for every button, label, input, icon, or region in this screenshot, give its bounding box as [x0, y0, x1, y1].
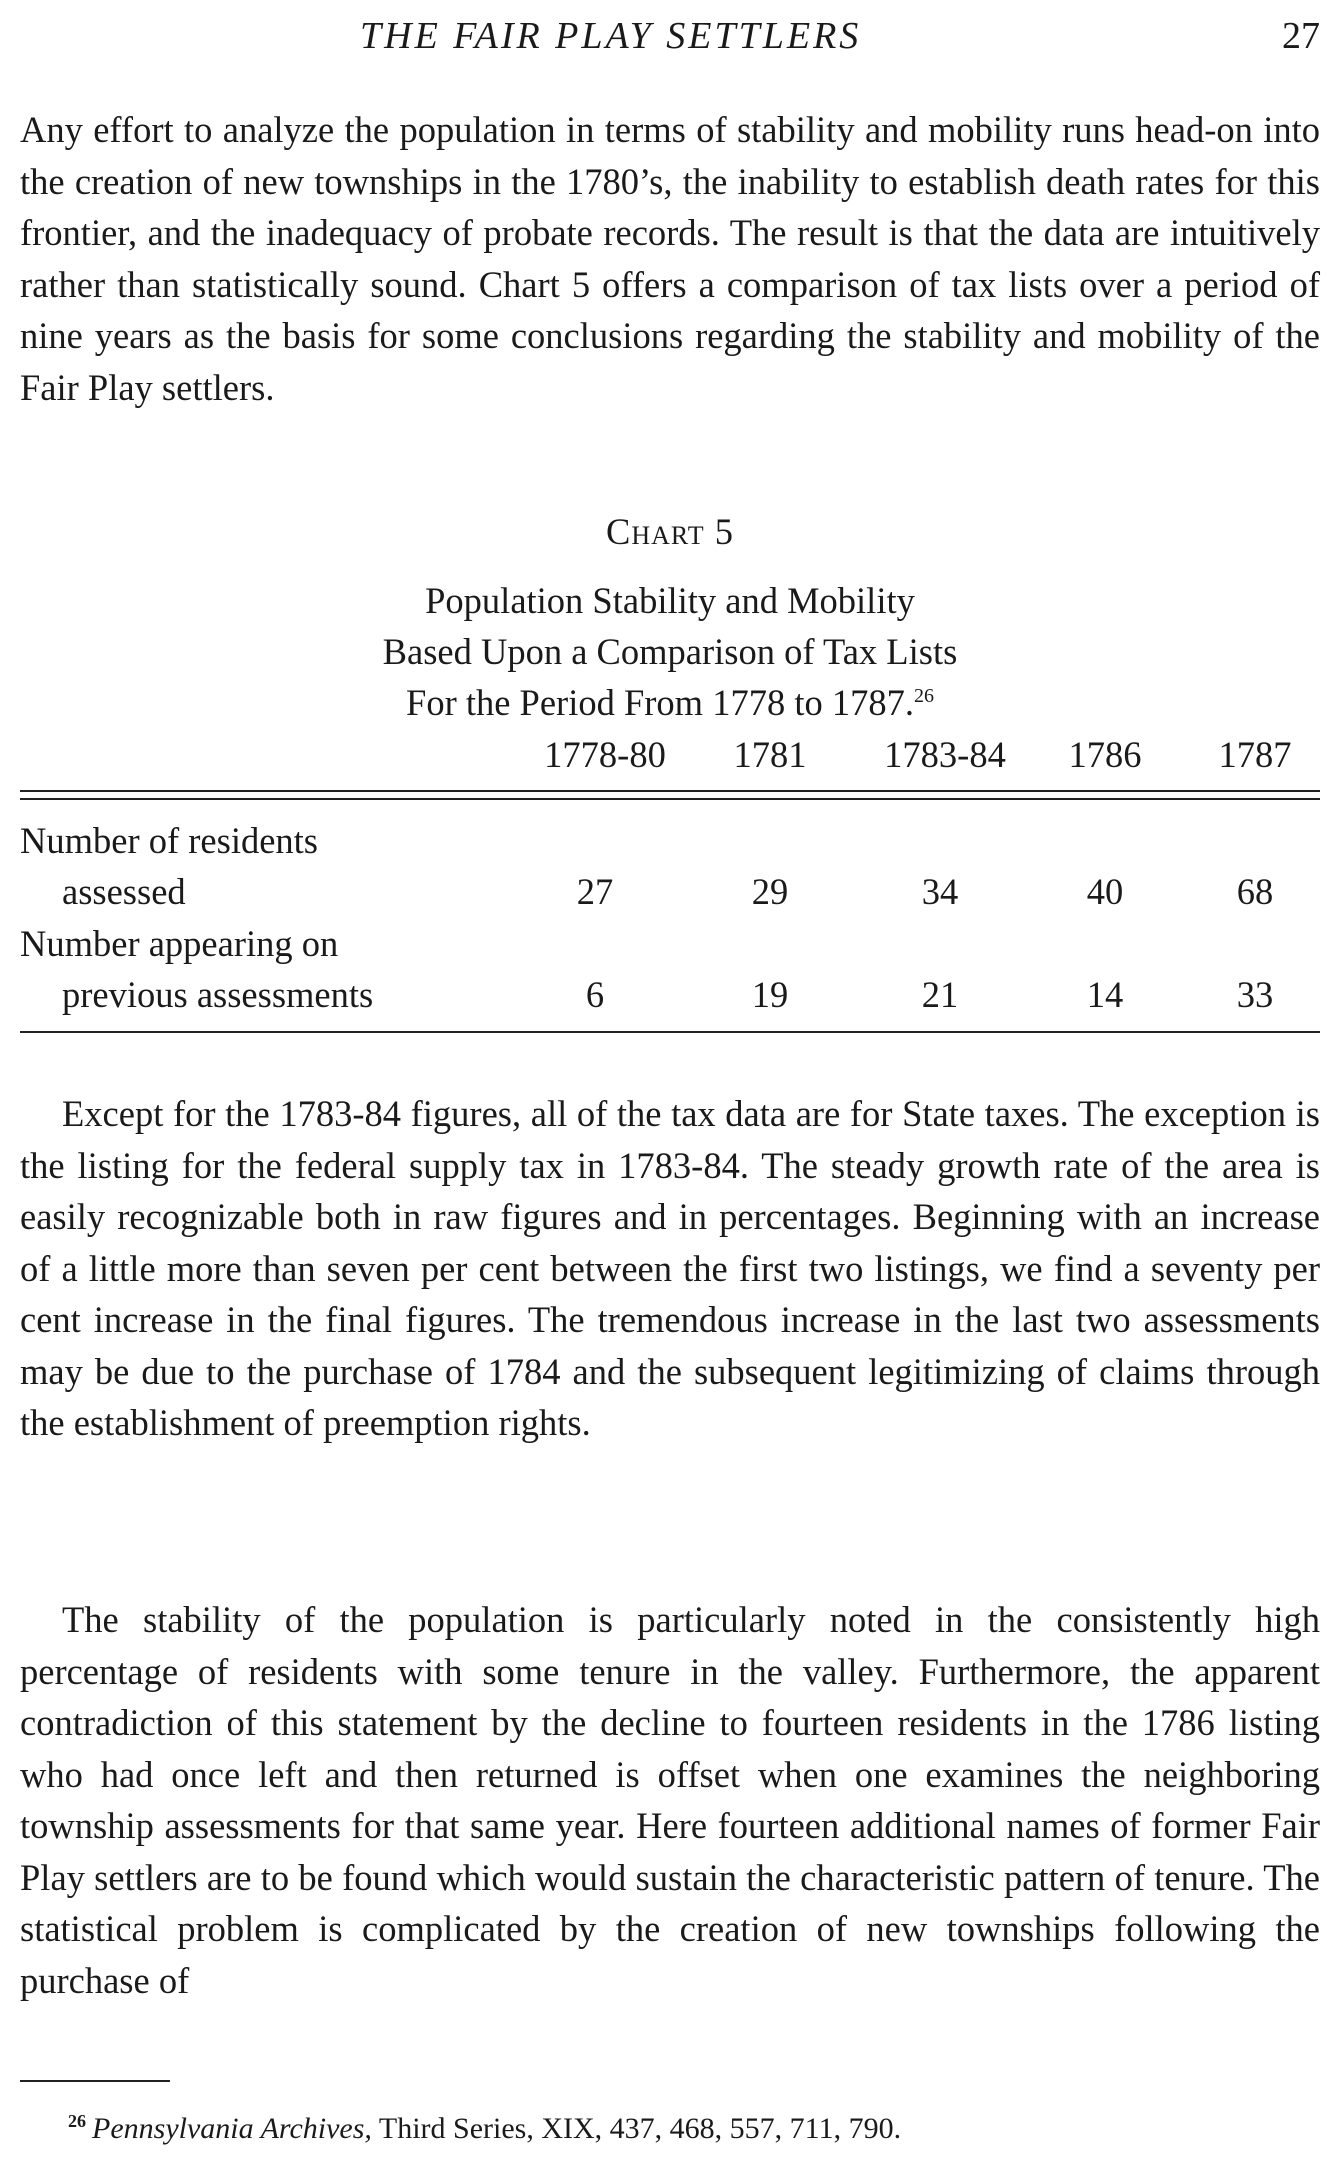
book-page [20, 0, 1320, 2172]
footnote-marker: 26 [913, 684, 934, 707]
paragraph-intro: Any effort to analyze the population in terms of stability and mobility runs head-on into the creation of new townships in the 1780’s, the inability to establish death rates for this frontier, and the inadequacy of probate records. The result is that the data are intuitively rather than statistically sound. Chart 5 offers a comparison of tax lists over a period of nine years as the basis for some conclusions regarding the stability and mobility of the Fair Play settlers. [20, 109, 1320, 408]
footnote [20, 2108, 1320, 2150]
running-head [20, 10, 1320, 62]
table-header-years [20, 730, 1320, 780]
year-header: 1786 [1068, 734, 1142, 775]
table-cell: 21 [921, 974, 959, 1015]
table-cell: 34 [921, 871, 959, 912]
chart-title-line3-text: For the Period From 1778 to 1787. [406, 682, 914, 723]
footnote-rule [20, 2080, 170, 2082]
table-row [20, 815, 1320, 917]
table-cell: 27 [576, 871, 614, 912]
row-label [20, 815, 318, 917]
year-header: 1783-84 [884, 734, 1006, 775]
row-label-line2: assessed [62, 871, 186, 912]
year-header: 1781 [733, 734, 807, 775]
table-cell: 29 [751, 871, 789, 912]
chart-label: Chart 5 [606, 511, 734, 552]
row-label-line1: Number appearing on [20, 923, 339, 964]
table-cell: 19 [751, 974, 789, 1015]
chart-title-line2: Based Upon a Comparison of Tax Lists [382, 631, 958, 672]
row-label [20, 918, 373, 1020]
table-bottom-rule [20, 1031, 1320, 1033]
page-number: 27 [1282, 15, 1320, 57]
chart-title-line1: Population Stability and Mobility [425, 580, 915, 621]
row-label-line2: previous assessments [62, 974, 374, 1015]
paragraph-stability: The stability of the population is particularly noted in the consistently high percentage of residents with some tenure in the valley. Furthermore, the apparent contradiction of this statement by the decline to fourteen residents in the 1786 listing who had once left and then returned is offset when one examines the neighboring township assessments for that same year. Here fourteen additional names of former Fair Play settlers are to be found which would sustain the characteristic pattern of tenure. The statistical problem is complicated by the creation of new townships following the purchase of [20, 1599, 1320, 2001]
table-cell: 68 [1236, 871, 1274, 912]
row-label-line1: Number of residents [20, 820, 319, 861]
footnote-detail: Third Series, XIX, 437, 468, 557, 711, 790. [378, 2112, 902, 2145]
table-cell: 14 [1086, 974, 1124, 1015]
table-top-rule [20, 790, 1320, 792]
table-cell: 6 [585, 974, 605, 1015]
paragraph-tax-data: Except for the 1783-84 figures, all of the tax data are for State taxes. The exception is the listing for the federal supply tax in 1783-84. The steady growth rate of the area is easily recognizable both in raw figures and in percentages. Beginning with an increase of a little more than seven per cent between the first two listings, we find a seventy per cent increase in the final figures. The tremendous increase in the last two assessments may be due to the purchase of 1784 and the subsequent legitimizing of claims through the establishment of preemption rights. [20, 1093, 1320, 1443]
year-header: 1787 [1218, 734, 1292, 775]
table-row [20, 918, 1320, 1020]
table-cell: 40 [1086, 871, 1124, 912]
chart-title-line3 [20, 677, 1320, 728]
footnote-source: Pennsylvania Archives, [92, 2112, 372, 2145]
footnote-number: 26 [68, 2111, 86, 2131]
running-title: THE FAIR PLAY SETTLERS [360, 15, 862, 57]
table-cell: 33 [1236, 974, 1274, 1015]
year-header: 1778-80 [544, 734, 666, 775]
table-top-rule-inner [20, 798, 1320, 800]
